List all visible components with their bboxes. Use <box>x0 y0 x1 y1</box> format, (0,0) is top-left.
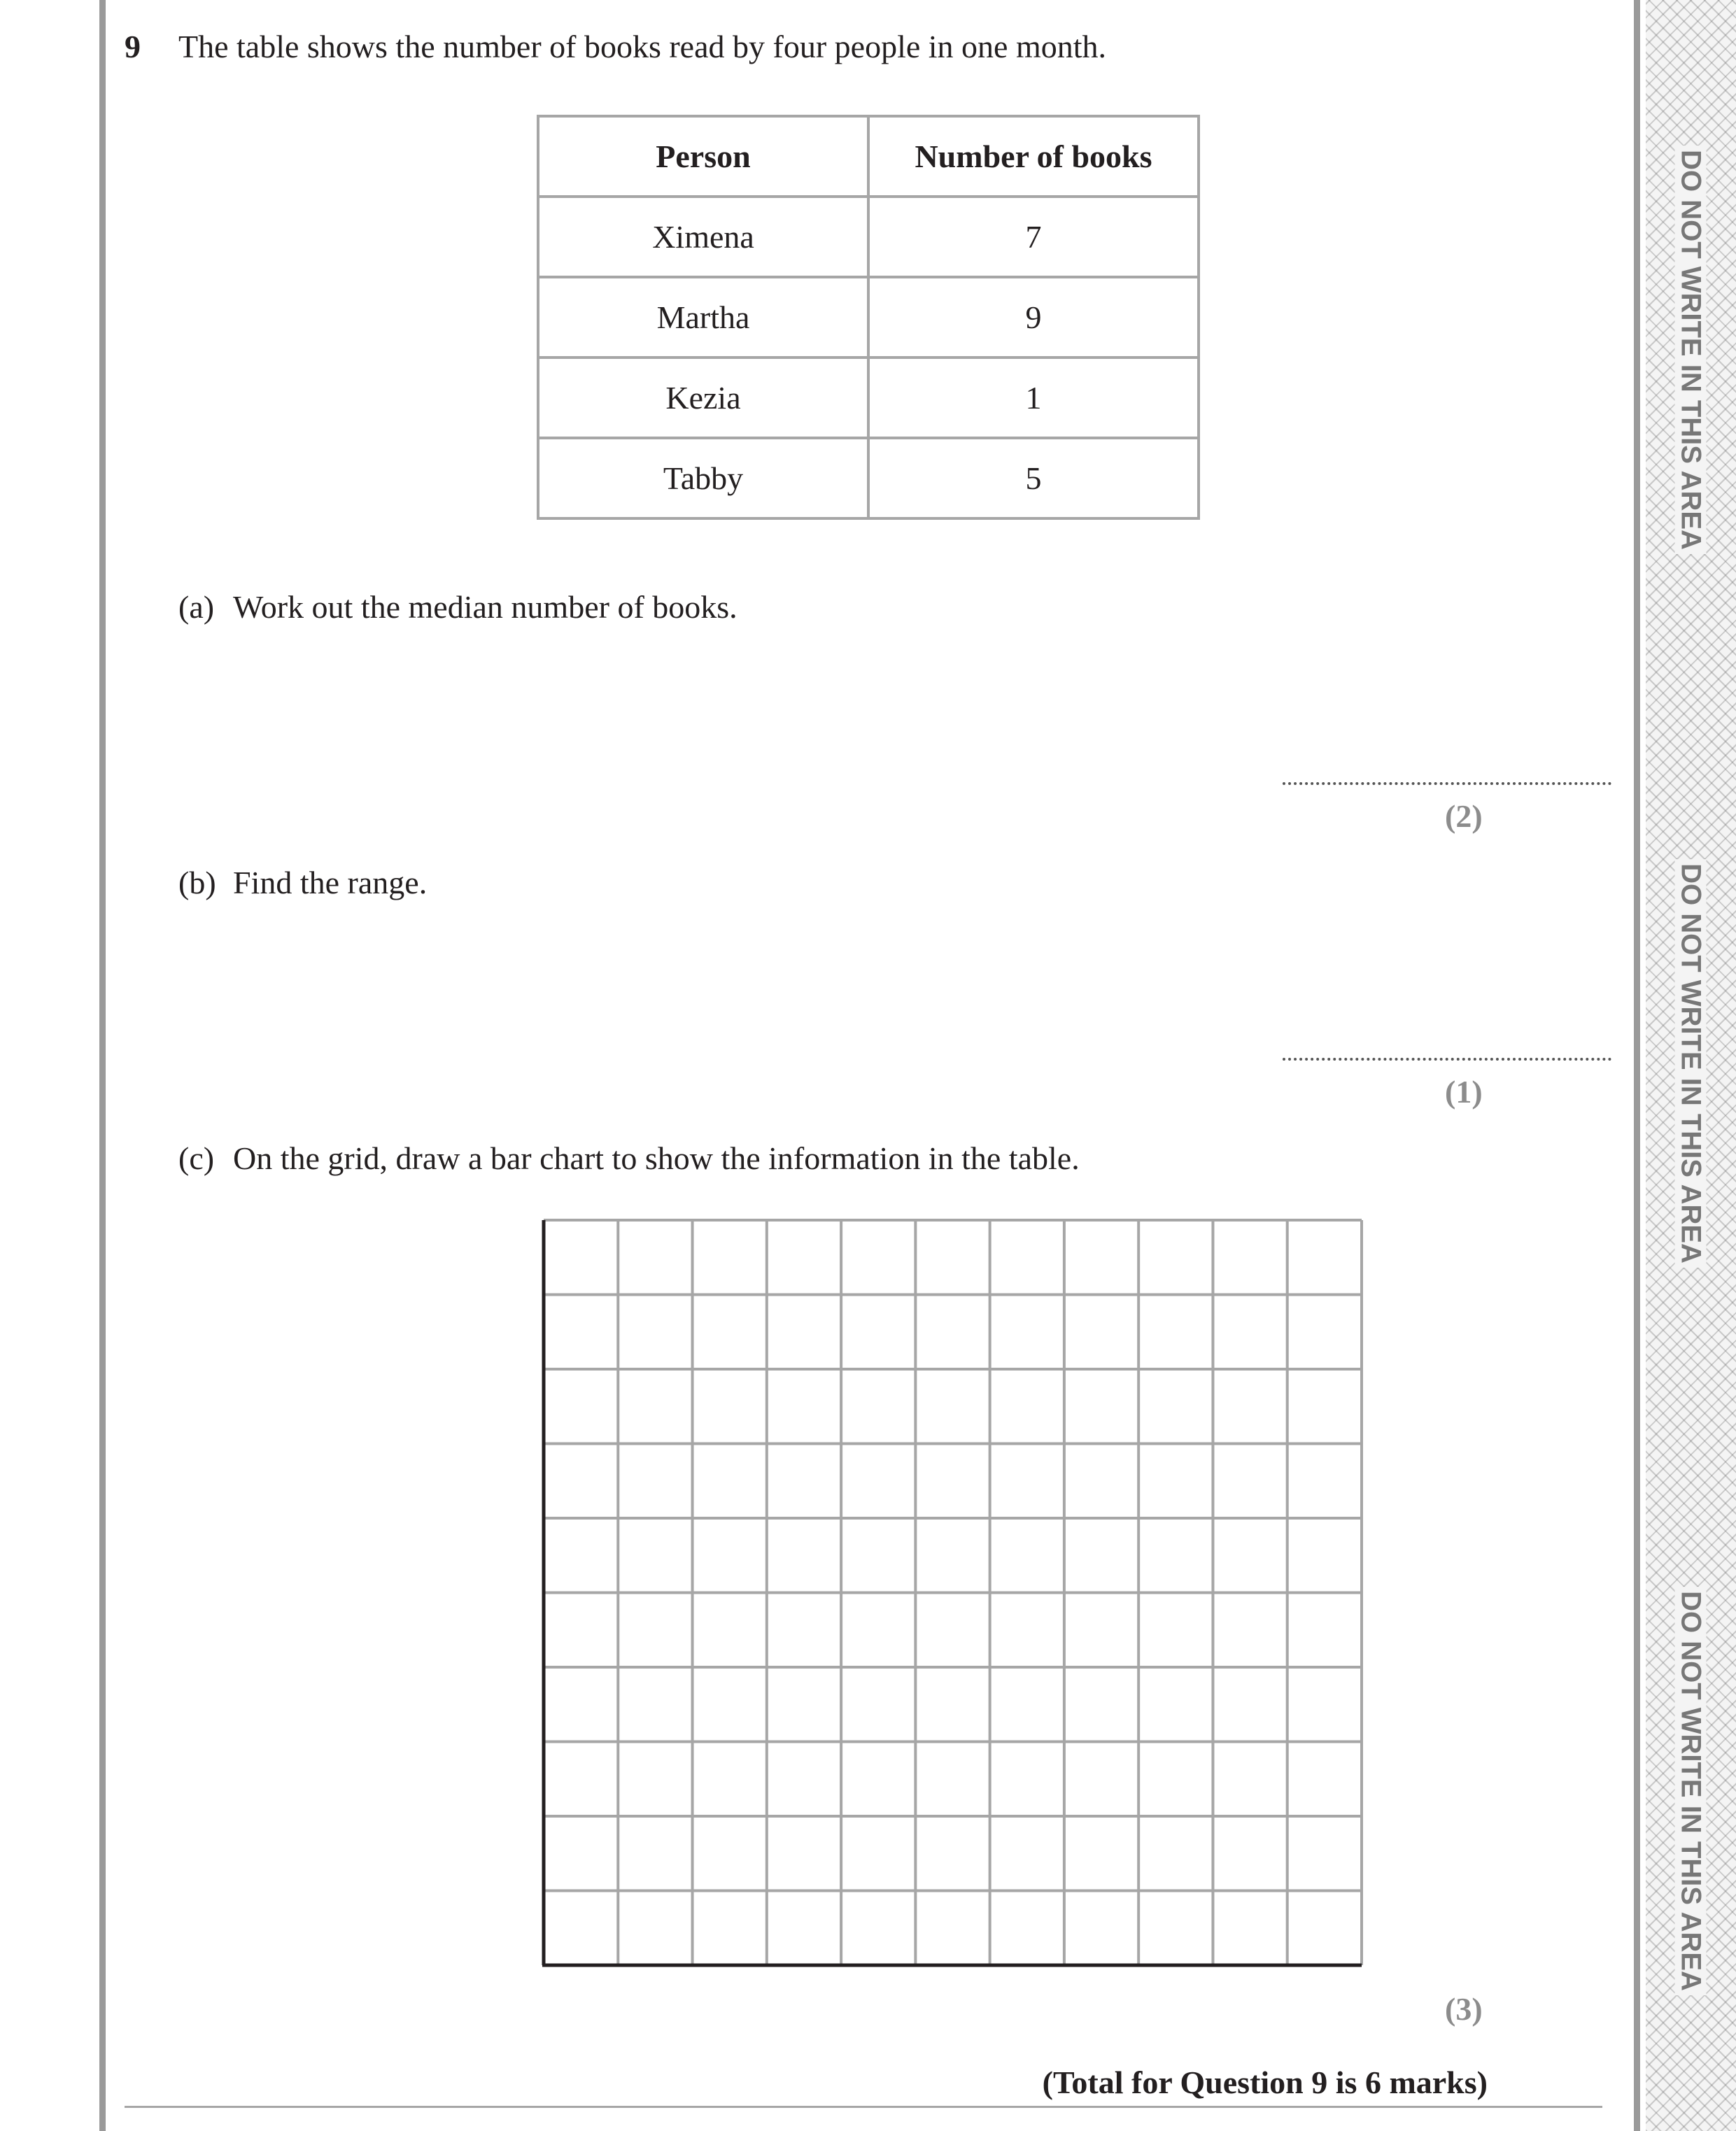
cell-person: Tabby <box>538 438 868 518</box>
part-b-text: Find the range. <box>233 865 428 900</box>
part-a-label: (a) <box>178 589 215 625</box>
table-row <box>538 197 1199 277</box>
marks-c: (3) <box>1445 1991 1483 2027</box>
part-c-text: On the grid, draw a bar chart to show the information in the table. <box>233 1140 1080 1176</box>
margin-warning-3: DO NOT WRITE IN THIS AREA <box>1675 1587 1707 1995</box>
page-border-right <box>1634 0 1640 2131</box>
margin-warning-2: DO NOT WRITE IN THIS AREA <box>1675 859 1707 1268</box>
cell-books: 9 <box>868 277 1199 357</box>
table-row <box>538 277 1199 357</box>
cell-books: 7 <box>868 197 1199 277</box>
cell-person: Kezia <box>538 357 868 438</box>
page-border-left <box>99 0 106 2131</box>
part-a-text: Work out the median number of books. <box>233 589 738 625</box>
answer-line-a[interactable] <box>1283 782 1611 785</box>
cell-books: 5 <box>868 438 1199 518</box>
cell-person: Martha <box>538 277 868 357</box>
part-b-label: (b) <box>178 865 216 900</box>
header-number-of-books: Number of books <box>868 116 1199 197</box>
books-table <box>537 115 1200 520</box>
bar-chart-grid[interactable] <box>539 1216 1364 1971</box>
header-person: Person <box>538 116 868 197</box>
part-c-label: (c) <box>178 1140 215 1176</box>
cell-person: Ximena <box>538 197 868 277</box>
grid-lines <box>544 1220 1362 1965</box>
table-header-row <box>538 116 1199 197</box>
margin-warning-1: DO NOT WRITE IN THIS AREA <box>1675 146 1707 554</box>
answer-line-b[interactable] <box>1283 1058 1611 1061</box>
table-row <box>538 357 1199 438</box>
bottom-rule <box>125 2106 1602 2108</box>
total-marks: (Total for Question 9 is 6 marks) <box>1042 2065 1488 2100</box>
question-stem: The table shows the number of books read by four people in one month. <box>178 29 1107 64</box>
question-number: 9 <box>125 29 141 64</box>
cell-books: 1 <box>868 357 1199 438</box>
table-row <box>538 438 1199 518</box>
marks-b: (1) <box>1445 1074 1483 1110</box>
marks-a: (2) <box>1445 798 1483 834</box>
